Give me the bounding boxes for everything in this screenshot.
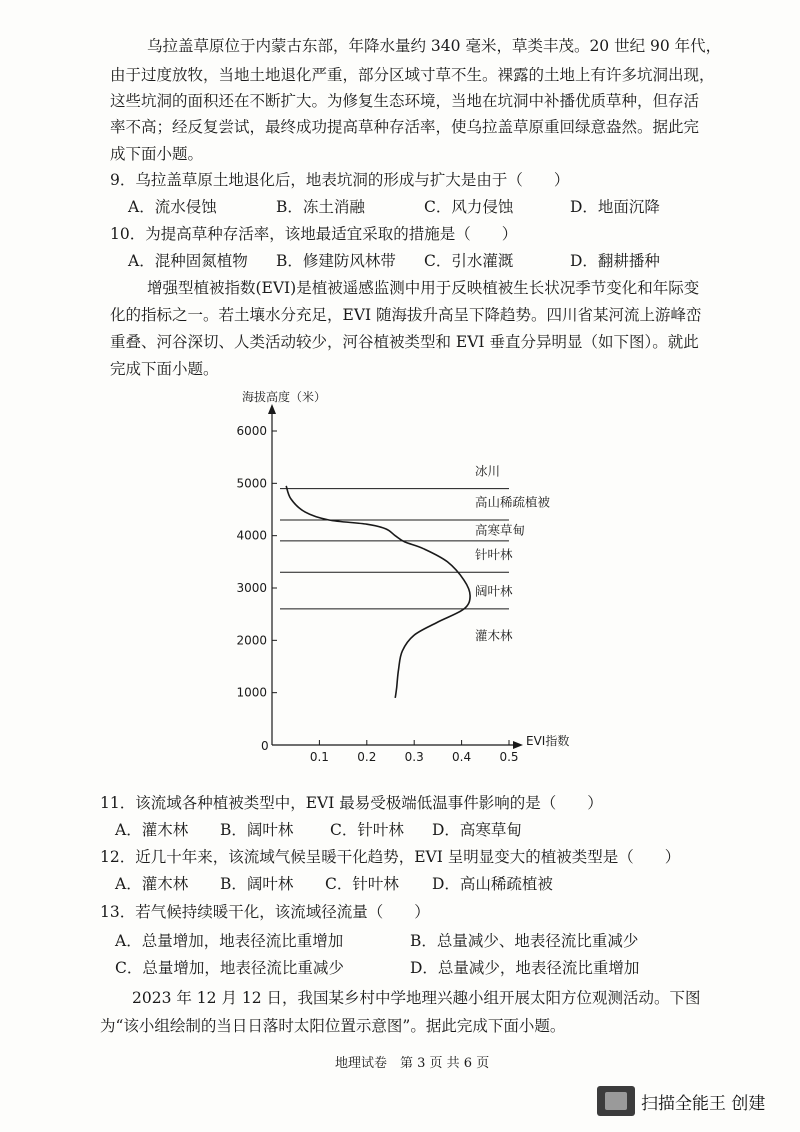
- passage2-line-3: 重叠、河谷深切、人类活动较少，河谷植被类型和 EVI 垂直分异明显（如下图）。就此: [110, 333, 699, 351]
- question-9-option-b[interactable]: B．冻土消融: [276, 198, 365, 216]
- zone-label: 高山稀疏植被: [475, 494, 551, 510]
- question-12-option-a[interactable]: A．灌木林: [115, 875, 189, 893]
- passage3-line-1: 2023 年 12 月 12 日，我国某乡村中学地理兴趣小组开展太阳方位观测活动。下图: [132, 989, 701, 1007]
- question-11-option-d[interactable]: D．高寒草甸: [432, 821, 522, 839]
- scanner-logo-icon: [597, 1086, 635, 1116]
- question-11-stem: 11．该流域各种植被类型中，EVI 最易受极端低温事件影响的是（ ）: [100, 794, 603, 812]
- passage1-line-5: 成下面小题。: [110, 145, 204, 163]
- question-9-option-c[interactable]: C．风力侵蚀: [424, 198, 514, 216]
- page-footer: 地理试卷 第 3 页 共 6 页: [335, 1056, 490, 1071]
- watermark-text: 扫描全能王 创建: [641, 1093, 766, 1114]
- x-axis-label: EVI指数: [526, 734, 570, 748]
- passage2-line-4: 完成下面小题。: [110, 360, 219, 378]
- question-10-stem: 10．为提高草种存活率，该地最适宜采取的措施是（ ）: [110, 225, 518, 243]
- evi-altitude-chart: [232, 382, 592, 767]
- y-tick-label: 3000: [236, 581, 267, 595]
- question-13-option-a[interactable]: A．总量增加，地表径流比重增加: [115, 932, 344, 950]
- zone-label: 高寒草甸: [475, 522, 526, 538]
- passage2-line-2: 化的指标之一。若土壤水分充足，EVI 随海拔升高呈下降趋势。四川省某河流上游峰峦: [110, 306, 702, 324]
- x-tick-label: 0.3: [404, 750, 424, 764]
- question-11-option-c[interactable]: C．针叶林: [330, 821, 404, 839]
- question-10-option-d[interactable]: D．翻耕播种: [570, 252, 660, 270]
- question-9-option-a[interactable]: A．流水侵蚀: [128, 198, 217, 216]
- passage1-line-3: 这些坑洞的面积还在不断扩大。为修复生态环境，当地在坑洞中补播优质草种，但存活: [110, 92, 700, 110]
- y-tick-label: 5000: [236, 476, 267, 491]
- passage1-line-4: 率不高；经反复尝试，最终成功提高草种存活率，使乌拉盖草原重回绿意盎然。据此完: [110, 118, 700, 136]
- passage2-line-1: 增强型植被指数(EVI)是植被遥感监测中用于反映植被生长状况季节变化和年际变: [147, 279, 700, 297]
- question-9-stem: 9．乌拉盖草原土地退化后，地表坑洞的形成与扩大是由于（ ）: [110, 171, 570, 189]
- y-tick-label: 1000: [236, 685, 267, 700]
- passage3-line-2: 为“该小组绘制的当日日落时太阳位置示意图”。据此完成下面小题。: [100, 1017, 566, 1035]
- x-axis-arrow: [513, 741, 523, 749]
- question-11-option-b[interactable]: B．阔叶林: [220, 821, 294, 839]
- y-axis-arrow: [268, 404, 276, 414]
- question-10-option-c[interactable]: C．引水灌溉: [424, 252, 514, 270]
- question-13-option-c[interactable]: C．总量增加，地表径流比重减少: [115, 959, 344, 977]
- question-12-stem: 12．近几十年来，该流域气候呈暖干化趋势，EVI 呈明显变大的植被类型是（ ）: [100, 848, 681, 866]
- scanner-watermark: [597, 1086, 765, 1116]
- y-axis-label: 海拔高度（米）: [242, 390, 327, 404]
- x-tick-label: 0.4: [452, 750, 472, 764]
- x-tick-label: 0.5: [499, 750, 519, 764]
- x-tick-label: 0.2: [357, 750, 377, 764]
- question-13-option-d[interactable]: D．总量减少，地表径流比重增加: [410, 959, 640, 977]
- zone-label: 冰川: [475, 463, 501, 479]
- question-9-option-d[interactable]: D．地面沉降: [570, 198, 660, 216]
- question-10-option-b[interactable]: B．修建防风林带: [276, 252, 396, 270]
- y-tick-label: 6000: [236, 424, 267, 438]
- question-12-option-d[interactable]: D．高山稀疏植被: [432, 875, 553, 893]
- x-tick-label: 0.1: [309, 750, 329, 764]
- question-12-option-b[interactable]: B．阔叶林: [220, 875, 294, 893]
- question-13-option-b[interactable]: B．总量减少、地表径流比重减少: [410, 932, 639, 950]
- y-tick-label: 4000: [236, 528, 267, 543]
- passage1-line-2: 由于过度放牧，当地土地退化严重，部分区域寸草不生。裸露的土地上有许多坑洞出现，: [110, 66, 715, 84]
- question-11-option-a[interactable]: A．灌木林: [115, 821, 189, 839]
- origin-label: 0: [261, 739, 269, 753]
- passage1-line-1: 乌拉盖草原位于内蒙古东部，年降水量约 340 毫米，草类丰茂。20 世纪 90 年代，: [147, 37, 722, 55]
- evi-curve: [286, 486, 470, 698]
- question-12-option-c[interactable]: C．针叶林: [325, 875, 399, 893]
- zone-label: 针叶林: [475, 546, 513, 562]
- y-tick-label: 2000: [236, 633, 267, 648]
- zone-label: 灌木林: [475, 628, 513, 644]
- question-10-option-a[interactable]: A．混种固氮植物: [128, 252, 248, 270]
- question-13-stem: 13．若气候持续暖干化，该流域径流量（ ）: [100, 903, 430, 921]
- zone-label: 阔叶林: [475, 583, 513, 599]
